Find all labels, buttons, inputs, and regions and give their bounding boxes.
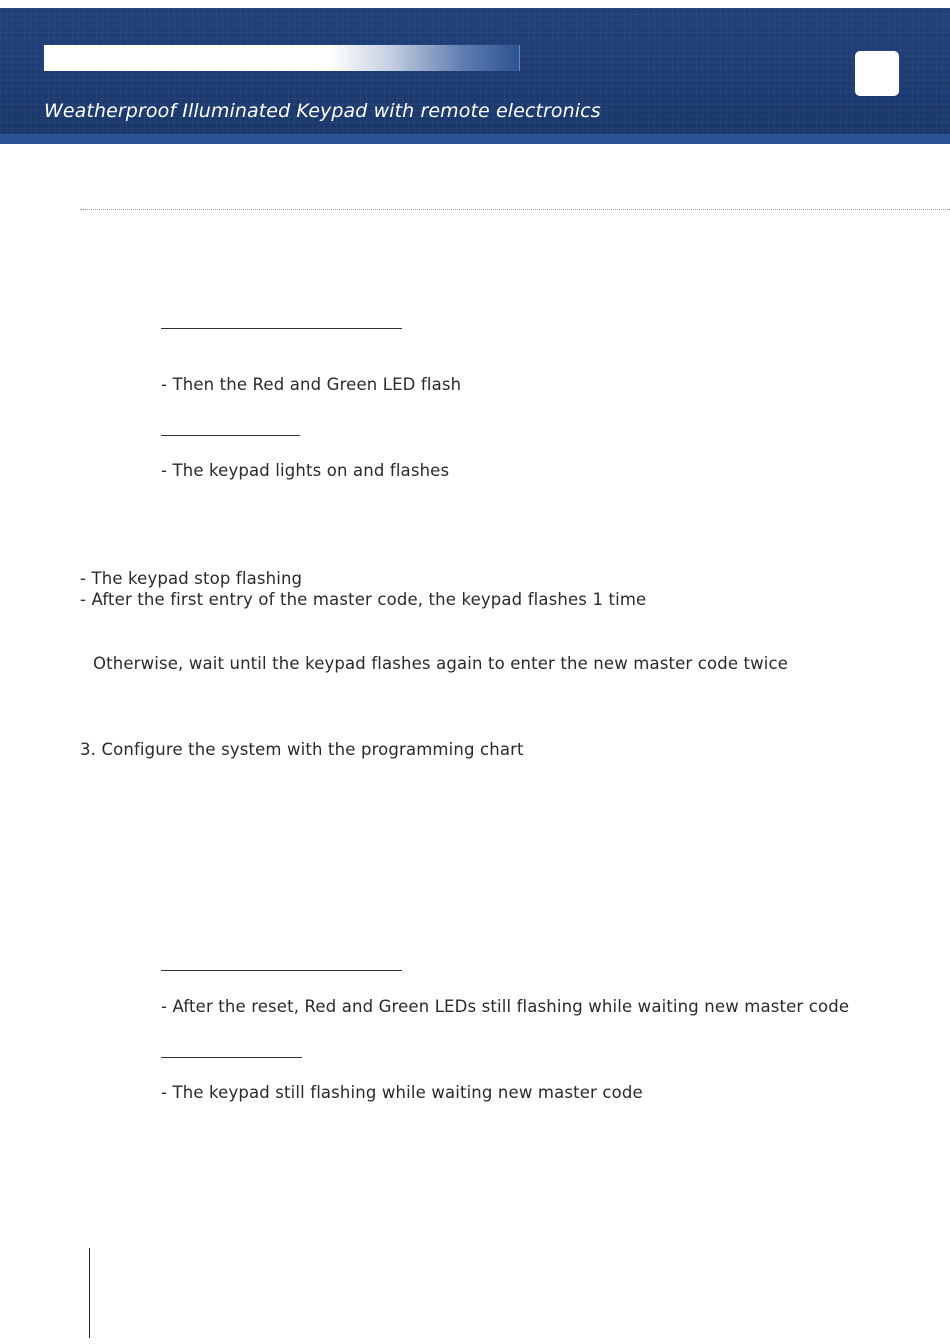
step-keypad-lights: - The keypad lights on and flashes [161,461,450,480]
step-red-green-led: - Then the Red and Green LED flash [161,375,462,394]
blank-heading-rule-1 [161,328,402,329]
keypad-still-flashing: - The keypad still flashing while waiting new master code [161,1083,643,1102]
otherwise-instruction: Otherwise, wait until the keypad flashes again to enter the new master code twice [93,654,789,673]
page-header [0,8,950,144]
document-title: Weatherproof Illuminated Keypad with remote electronics [44,100,601,122]
header-gradient-bar [44,45,520,71]
after-reset-led-flashing: - After the reset, Red and Green LEDs still flashing while waiting new master code [161,997,850,1016]
header-bottom-band [0,134,950,144]
keypad-stop-flashing: - The keypad stop flashing [80,569,303,588]
margin-vertical-line [89,1248,90,1338]
blank-heading-rule-4 [161,1057,302,1058]
header-page-badge [855,51,899,96]
blank-heading-rule-3 [161,970,402,971]
configure-step: 3. Configure the system with the programming chart [80,740,524,759]
section-divider [80,209,950,210]
blank-heading-rule-2 [161,435,300,436]
header-gradient-tick [519,45,520,71]
first-entry-master-code: - After the first entry of the master code, the keypad flashes 1 time [80,590,647,609]
